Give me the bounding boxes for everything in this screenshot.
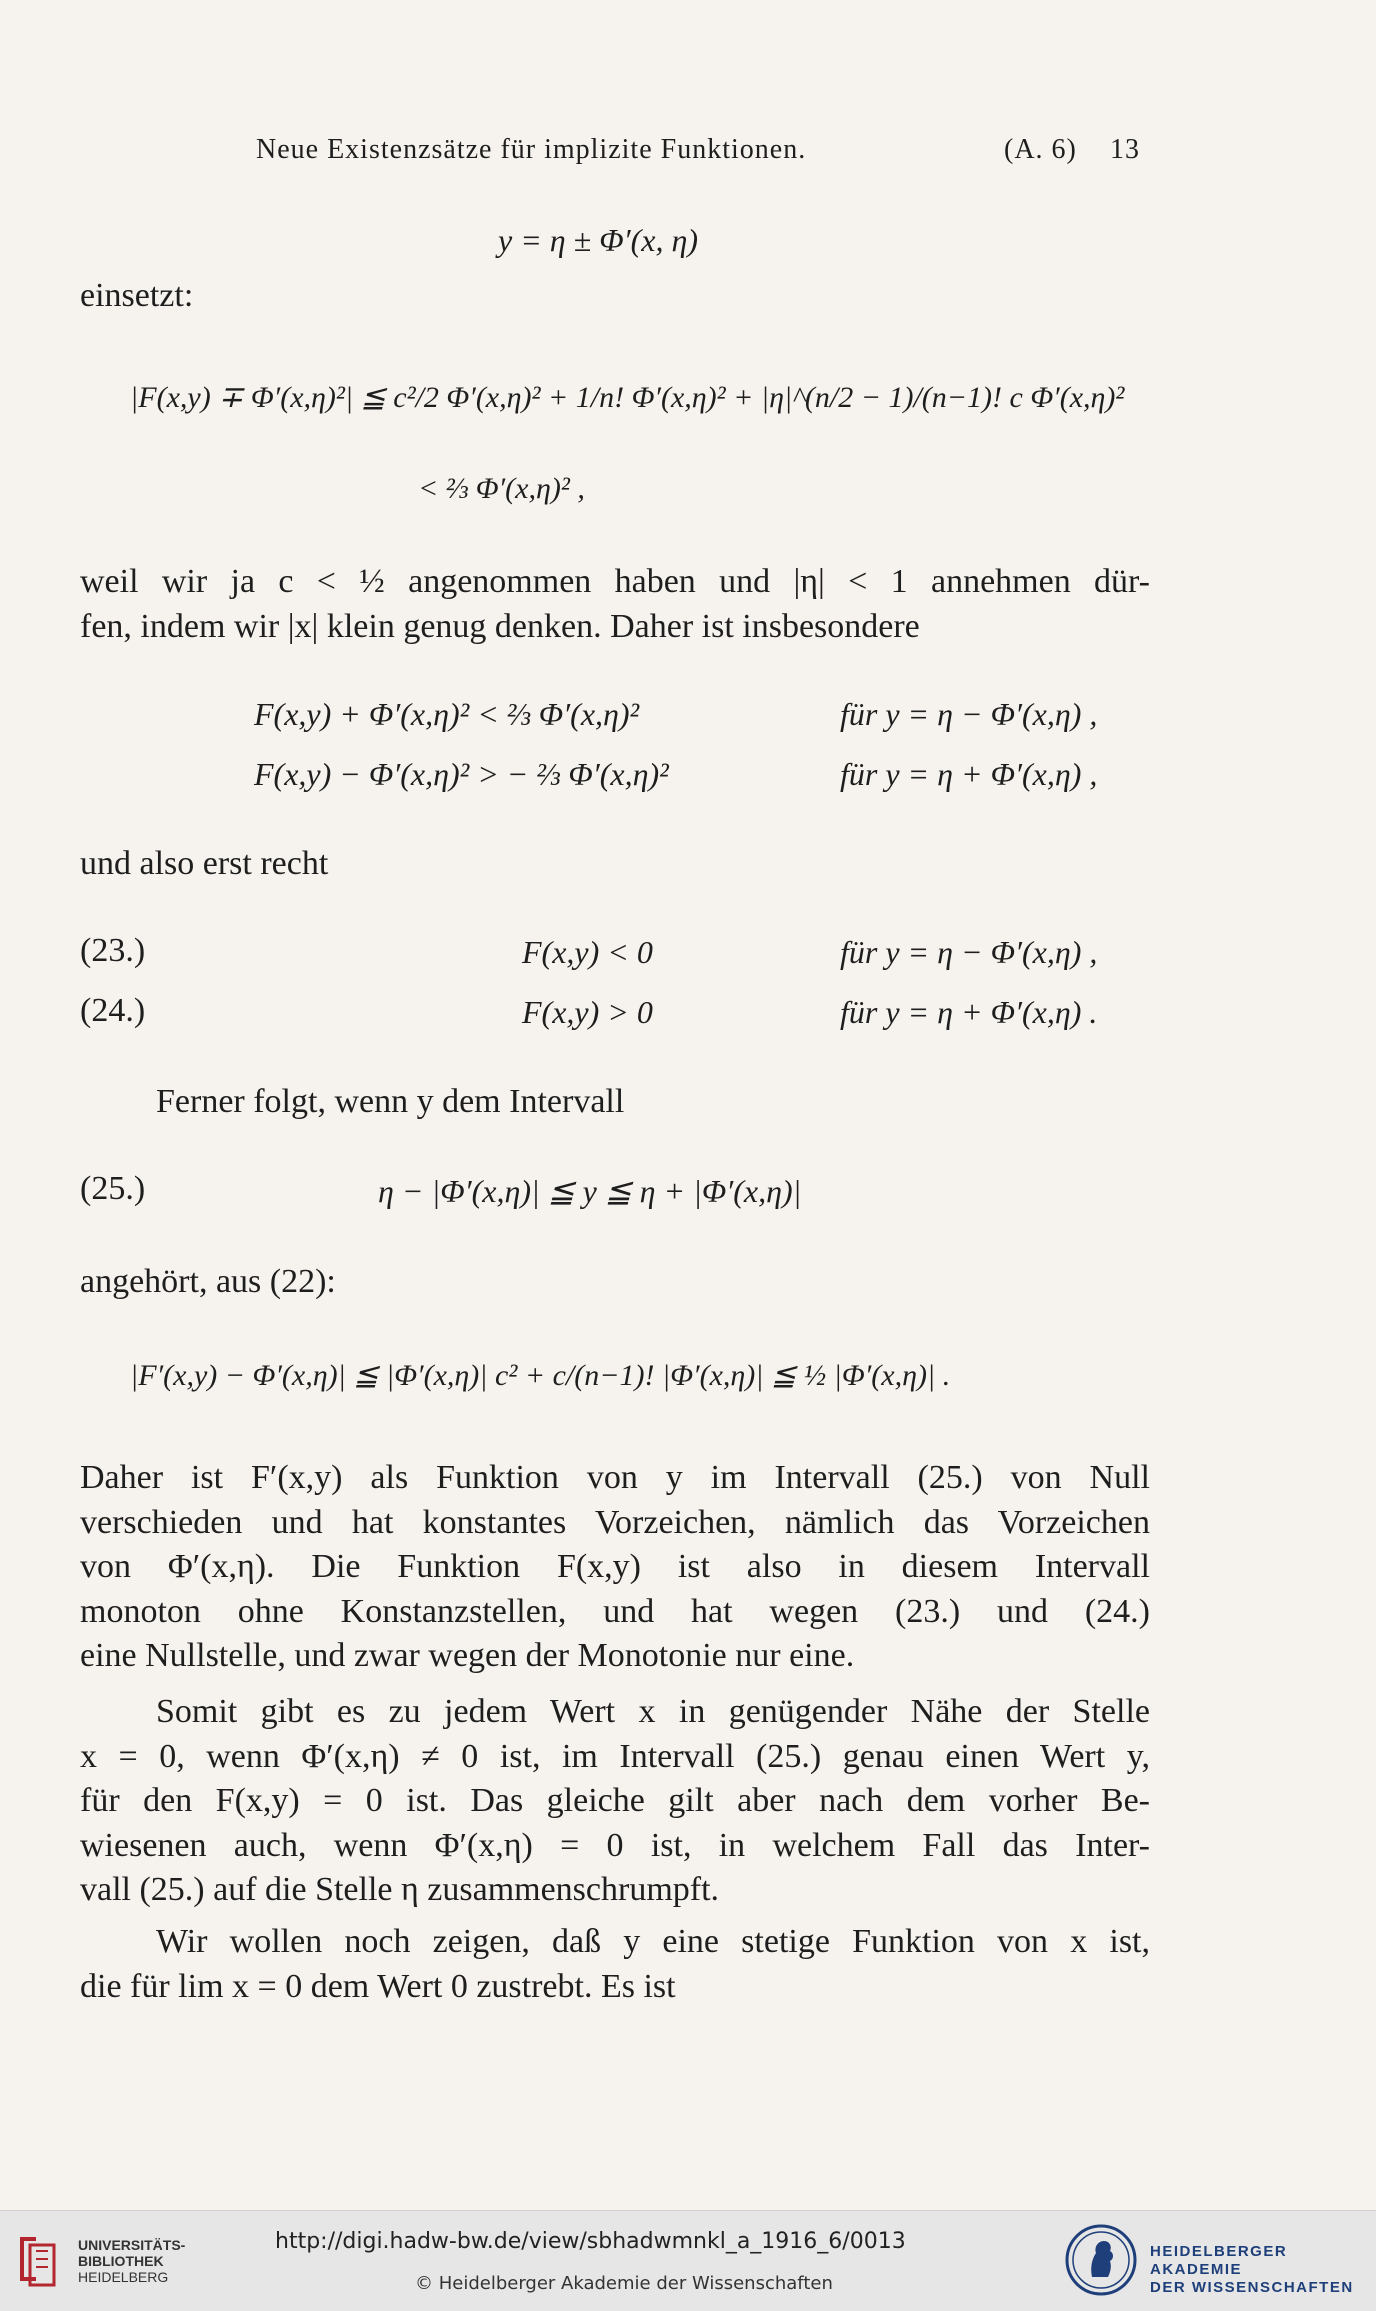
academy-seal-icon: [1064, 2223, 1138, 2297]
university-library-logo-icon: [14, 2231, 62, 2287]
library-name-line3: HEIDELBERG: [78, 2269, 169, 2285]
text-line: von Φ′(x,η). Die Funktion F(x,y) ist also in diesem Intervall: [80, 1548, 1150, 1585]
paragraph-somit: [80, 1690, 1150, 1913]
text-line: weil wir ja c < ½ angenommen haben und |η| < 1 annehmen dür-: [80, 563, 1150, 600]
page-number: 13: [1110, 134, 1140, 165]
equation-number-24: (24.): [80, 992, 146, 1029]
academy-name-line2: DER WISSENSCHAFTEN: [1150, 2279, 1354, 2296]
paragraph-wir-wollen: [80, 1920, 1150, 2009]
text-line: x = 0, wenn Φ′(x,η) ≠ 0 ist, im Intervall (25.) genau einen Wert y,: [80, 1737, 1150, 1775]
text-line: für den F(x,y) = 0 ist. Das gleiche gilt aber nach dem vorher Be-: [80, 1782, 1150, 1819]
equation-25: η − |Φ′(x,η)| ≦ y ≦ η + |Φ′(x,η)|: [378, 1173, 802, 1209]
inequality-bound-line2: < ⅔ Φ′(x,η)² ,: [418, 472, 585, 505]
text-line: wiesenen auch, wenn Φ′(x,η) = 0 ist, in welchem Fall das Inter-: [80, 1826, 1150, 1864]
footer-bar: [0, 2210, 1376, 2311]
condition-lower: für y = η − Φ′(x,η) ,: [840, 696, 1098, 732]
condition-upper: für y = η + Φ′(x,η) ,: [840, 756, 1098, 792]
library-name-line2: BIBLIOTHEK: [78, 2253, 164, 2269]
text-einsetzt: einsetzt:: [80, 277, 194, 314]
equation-24: F(x,y) > 0: [522, 994, 653, 1030]
copyright-notice: © Heidelberger Akademie der Wissenschaften: [415, 2273, 833, 2294]
equation-23-condition: für y = η − Φ′(x,η) ,: [840, 934, 1098, 970]
text-line: monoton ohne Konstanzstellen, und hat wegen (23.) und (24.): [80, 1592, 1150, 1630]
inequality-upper: F(x,y) − Φ′(x,η)² > − ⅔ Φ′(x,η)²: [254, 756, 669, 792]
equation-23: F(x,y) < 0: [522, 934, 653, 970]
text-line: fen, indem wir |x| klein genug denken. Daher ist insbesondere: [80, 607, 920, 645]
text-line: die für lim x = 0 dem Wert 0 zustrebt. Es ist: [80, 1967, 676, 2005]
library-name-line1: UNIVERSITÄTS-: [78, 2237, 186, 2253]
inequality-bound-line1: |F(x,y) ∓ Φ′(x,η)²| ≦ c²/2 Φ′(x,η)² + 1/n! Φ′(x,η)² + |η|^(n/2 − 1)/(n−1)! c Φ′(x,η)²: [130, 381, 1125, 414]
equation-24-condition: für y = η + Φ′(x,η) .: [840, 994, 1098, 1030]
text-line: vall (25.) auf die Stelle η zusammenschrumpft.: [80, 1871, 720, 1908]
text-ferner: Ferner folgt, wenn y dem Intervall: [156, 1083, 625, 1120]
inequality-derivative: |F′(x,y) − Φ′(x,η)| ≦ |Φ′(x,η)| c² + c/(n−1)! |Φ′(x,η)| ≦ ½ |Φ′(x,η)| .: [130, 1359, 951, 1392]
academy-name: [1150, 2243, 1376, 2297]
text-line: Somit gibt es zu jedem Wert x in genügender Nähe der Stelle: [156, 1693, 1150, 1730]
text-line: Wir wollen noch zeigen, daß y eine stetige Funktion von x ist,: [156, 1923, 1150, 1960]
paragraph-daher: [80, 1456, 1150, 1679]
section-label: (A. 6): [1004, 134, 1077, 165]
equation-number-25: (25.): [80, 1170, 146, 1207]
text-line: Daher ist F′(x,y) als Funktion von y im Intervall (25.) von Null: [80, 1459, 1150, 1496]
paragraph-weil: [80, 560, 1150, 649]
inequality-lower: F(x,y) + Φ′(x,η)² < ⅔ Φ′(x,η)²: [254, 696, 640, 732]
equation-substitution: y = η ± Φ′(x, η): [498, 222, 698, 258]
text-line: eine Nullstelle, und zwar wegen der Monotonie nur eine.: [80, 1637, 855, 1674]
text-und-also: und also erst recht: [80, 845, 329, 882]
academy-name-line1: HEIDELBERGER AKADEMIE: [1150, 2243, 1288, 2278]
library-name: [78, 2237, 185, 2285]
text-angehoert: angehört, aus (22):: [80, 1263, 336, 1300]
text-line: verschieden und hat konstantes Vorzeichen, nämlich das Vorzeichen: [80, 1503, 1150, 1541]
running-title: Neue Existenzsätze für implizite Funktionen.: [256, 134, 807, 165]
permalink-url[interactable]: http://digi.hadw-bw.de/view/sbhadwmnkl_a_1916_6/0013: [275, 2229, 906, 2254]
equation-number-23: (23.): [80, 932, 146, 969]
